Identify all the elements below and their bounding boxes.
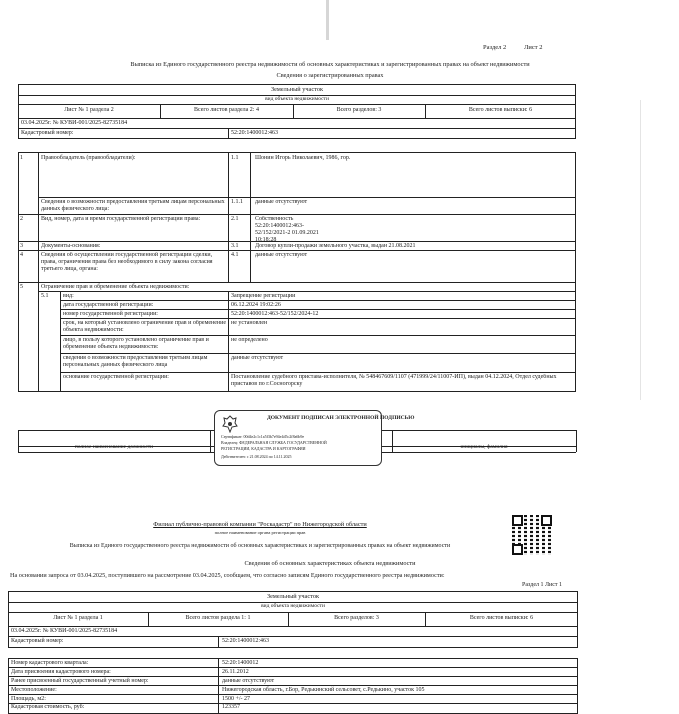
cadastral-value-2: 52:20:1400012:463 [222,638,270,644]
row-1-1-1-sub: 1.1.1 [231,199,243,205]
document-title: Выписка из Единого государственного реестра недвижимости об основных характеристиках и зарегистрированных правах на объект недвижимости [130,61,530,68]
sheet-number-2: Лист № 1 раздела 1 [53,615,103,621]
row-3-label: Документы-основания: [41,243,101,249]
stamp-owner-cont: РЕГИСТРАЦИИ, КАДАСТРА И КАРТОГРАФИИ [221,446,306,451]
cadastral-cost-value: 123357 [222,704,240,710]
row-2-label: Вид, номер, дата и время государственной регистрации права: [41,216,201,222]
row-4-value: данные отсутствуют [255,252,308,258]
row-4-label: Сведения об осуществлении государственной регистрации сделки, права, ограничения права без необходимого в силу закона согласия третьего лица, органа: [41,252,213,272]
restriction-thirdparty-value: данные отсутствуют [231,355,284,361]
restriction-kind-label: вид: [63,293,74,299]
row-2-value: Собственность 52:20:1400012:463-52/152/2021-2 01.09.2021 10:18:28 [255,216,319,243]
total-sections-2: Всего разделов: 3 [334,615,379,621]
assign-date-value: 26.11.2012 [222,669,249,675]
row-1-sub: 1.1 [231,155,239,161]
section-label-2: Раздел 1 Лист 1 [522,582,563,588]
row-2-sub: 2.1 [231,216,239,222]
restriction-number-value: 52:20:1400012:463-52/152/2024-12 [231,311,319,317]
row-4-sub: 4.1 [231,252,239,258]
date-number-2: 03.04.2025г. № КУВИ-001/2025-82735184 [11,628,118,634]
restriction-thirdparty-label: сведения о возможности предоставления третьим лицам персональных данных физического лица [63,355,208,368]
org-name: Филиал публично-правовой компании "Роскадастр" по Нижегородской области [153,521,367,528]
object-kind-caption: вид объекта недвижимости [265,96,329,102]
restriction-basis-label: основание государственной регистрации: [63,374,169,380]
row-2-number: 2 [20,216,23,222]
restriction-sub: 5.1 [41,293,49,299]
row-1-label: Правообладатель (правообладатели): [41,155,136,161]
stamp-owner: Владелец: ФЕДЕРАЛЬНАЯ СЛУЖБА ГОСУДАРСТВЕННОЙ [221,440,327,445]
org-caption: полное наименование органа регистрации прав [214,530,306,535]
document-subtitle-2: Сведения об основных характеристиках объекта недвижимости [244,560,416,567]
row-4-number: 4 [20,252,23,258]
total-sheets-section-2: Всего листов раздела 1: 1 [185,615,251,621]
row-5-number: 5 [20,284,23,290]
restriction-term-label: срок, на который установлено ограничение прав и обременение объекта недвижимости: [63,320,226,333]
row-5-label: Ограничение прав и обременение объекта недвижимости: [41,284,190,290]
cadastral-label-2: Кадастровый номер: [11,638,64,644]
restriction-term-value: не установлен [231,320,268,326]
section-label: Раздел 2 [483,44,507,51]
signature-position-caption: полное наименование должности [74,444,154,450]
restriction-date-label: дата государственной регистрации: [63,302,154,308]
request-basis: На основании запроса от 03.04.2025, поступившего на рассмотрение 03.04.2025, сообщаем, что согласно записям Единого государственного реестра недвижимости: [10,572,445,579]
row-1-1-1-value: данные отсутствуют [255,199,308,205]
cadastral-cost-label: Кадастровая стоимость, руб: [11,704,85,710]
restriction-kind-value: Запрещение регистрации [231,293,296,299]
total-sheets-extract: Всего листов выписки: 6 [468,107,533,113]
row-3-number: 3 [20,243,23,249]
document-title-2: Выписка из Единого государственного реестра недвижимости об основных характеристиках и зарегистрированных правах на объект недвижимости [69,543,451,549]
location-label: Местоположение: [11,687,57,693]
restriction-person-value: не определено [231,337,268,343]
stamp-title: ДОКУМЕНТ ПОДПИСАН ЭЛЕКТРОННОЙ ПОДПИСЬЮ [267,415,415,421]
row-1-value: Шонин Игорь Николаевич, 1986, гор. [255,155,351,161]
object-type-2: Земельный участок [266,593,320,600]
total-sheets-extract-2: Всего листов выписки: 6 [469,615,534,621]
restriction-person-label: лицо, в пользу которого установлено ограничение прав и обременение объекта недвижимости: [63,337,209,350]
date-number: 03.04.2025г. № КУВИ-001/2025-82735184 [21,120,128,126]
row-1-number: 1 [20,155,23,161]
signature-name-caption: инициалы, фамилия [460,444,508,450]
prev-number-value: данные отсутствуют [222,678,275,684]
electronic-signature-stamp [214,410,415,466]
restriction-date-value: 06.12.2024 19:02:26 [231,302,281,308]
quarter-value: 52:20:1400012 [222,660,259,666]
total-sheets-section: Всего листов раздела 2: 4 [194,107,259,113]
row-3-sub: 3.1 [231,243,239,249]
stamp-validity: Действителен: с 21.08.2024 по 14.11.2025 [221,454,292,459]
location-value: Нижегородская область, г.Бор, Редькинский сельсовет, с.Редькино, участок 105 [222,687,425,693]
restriction-number-label: номер государственной регистрации: [63,311,158,317]
area-label: Площадь, м2: [11,696,46,702]
area-value: 1500 +/- 27 [222,696,251,702]
restriction-basis-value: Постановление судебного пристава-исполнителя, № 548467609/1107 (471999/24/11007-ИП), выдан 04.12.2024, Отдел судебных приставов по г.Сосногорску [231,374,557,387]
document-subtitle: Сведения о зарегистрированных правах [276,72,384,79]
total-sections: Всего разделов: 3 [336,107,382,113]
coat-of-arms-icon [221,415,239,433]
sheet-label: Лист 2 [524,44,543,51]
prev-number-label: Ранее присвоенный государственный учетный номер: [11,678,149,684]
row-3-value: Договор купли-продажи земельного участка, выдан 21.08.2021 [255,243,416,249]
qr-code [512,515,552,555]
cadastral-label: Кадастровый номер: [21,130,74,136]
quarter-label: Номер кадастрового квартала: [11,660,89,666]
row-1-1-1-label: Сведения о возможности предоставления третьим лицам персональных данных физического лица: [41,199,225,212]
sheet-number: Лист № 1 раздела 2 [64,107,114,113]
object-kind-caption-2: вид объекта недвижимости [261,603,325,609]
assign-date-label: Дата присвоения кадастрового номера: [11,669,111,675]
object-type: Земельный участок [270,86,324,93]
cadastral-value: 52:20:1400012:463 [231,130,279,136]
stamp-certificate: Сертификат: 00d4e2c1c1a5f3b7e94e4d5c2f8a6b9e [221,434,305,439]
